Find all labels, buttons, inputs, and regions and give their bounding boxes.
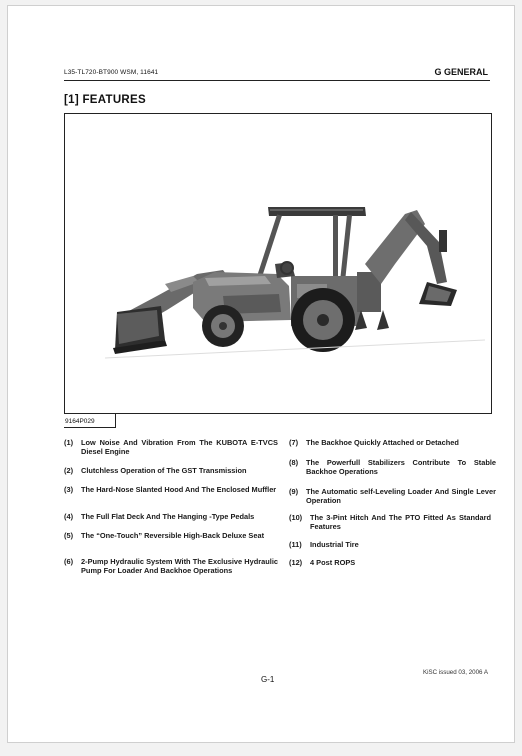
feature-text: The 3-Pint Hitch And The PTO Fitted As Standard Features [310,513,491,531]
feature-text: Low Noise And Vibration From The KUBOTA E-TVCS Diesel Engine [81,438,278,456]
feature-number: (4) [64,512,74,521]
feature-text: Industrial Tire [310,540,359,549]
feature-text: The Full Flat Deck And The Hanging -Type Pedals [81,512,255,521]
feature-text: The Hard-Nose Slanted Hood And The Enclosed Muffler [81,485,277,494]
tractor-drawing [65,114,493,415]
manual-reference: L35-TL720-BT900 WSM, 11641 [64,69,159,76]
chapter-heading: G GENERAL [434,67,488,77]
feature-number: (6) [64,557,74,566]
feature-number: (2) [64,466,74,475]
front-wheel [202,305,244,347]
feature-number: (9) [289,487,299,496]
feature-number: (8) [289,458,299,467]
section-title: [1] FEATURES [64,94,146,106]
feature-text: The Powerfull Stabilizers Contribute To Stable Backhoe Operations [306,458,496,476]
feature-text: The “One-Touch” Reversible High-Back Deluxe Seat [81,531,265,540]
feature-text: 4 Post ROPS [310,558,356,567]
feature-number: (12) [289,558,303,567]
feature-text: Clutchless Operation of The GST Transmission [81,466,247,475]
page-number: G-1 [261,675,275,684]
feature-number: (5) [64,531,74,540]
feature-text: The Automatic self-Leveling Loader And Single Lever Operation [306,487,496,505]
feature-number: (11) [289,540,302,549]
feature-number: (10) [289,513,303,522]
rops-canopy [257,207,366,285]
header-rule [64,80,490,81]
issue-note: KiSC issued 03, 2006 A [422,669,488,676]
feature-number: (3) [64,485,74,494]
tractor-loader-backhoe-illustration [64,113,492,414]
feature-number: (7) [289,438,299,447]
figure-code: 9164P029 [64,414,116,428]
feature-text: The Backhoe Quickly Attached or Detached [306,438,459,447]
feature-text: 2-Pump Hydraulic System With The Exclusive Hydraulic Pump For Loader And Backhoe Operations [81,557,278,575]
feature-number: (1) [64,438,74,447]
backhoe-attachment [355,210,457,330]
document-page [7,5,515,743]
rear-wheel [291,288,355,352]
